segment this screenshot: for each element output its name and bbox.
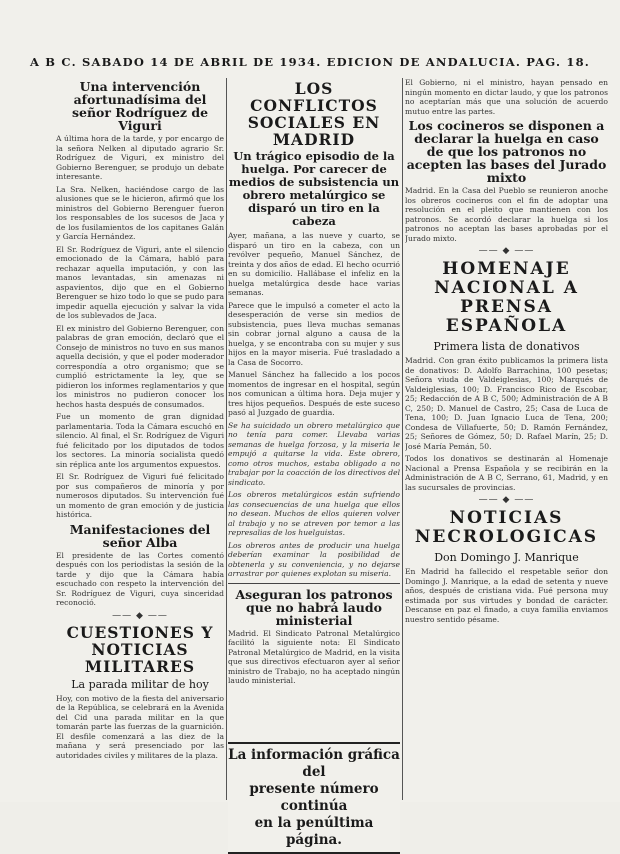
ornament-divider: —— ◆ —— (478, 495, 535, 505)
subheadline-donativos: Primera lista de donativos (433, 340, 580, 353)
headline-alba: Manifestaciones del señor Alba (69, 521, 211, 550)
article-paragraph: Se ha suicidado un obrero metalúrgico que no tenía para comer. Llevaba varias semanas de huelga forzosa, y la miseria le empujó a quitarse la vida. Este obrero, como otros muchos, estaba obligado a no trabajar por la coacción de los directivos del sindicato. (228, 420, 400, 487)
article-paragraph: Manuel Sánchez ha fallecido a los pocos momentos de ingresar en el hospital, según nos comunican a última hora. Deja mujer y tres hijos pequeños. Después de este suceso pasó al Juzgado de guardia. (228, 370, 400, 417)
article-paragraph: Todos los donativos se destinarán al Homenaje Nacional a Prensa Española y se recibirán en la Administración de A B C, Serrano, 61, Madrid, y en las sucursales de provincias. (405, 454, 608, 492)
page-header: A B C. SABADO 14 DE ABRIL DE 1934. EDICION DE ANDALUCIA. PAG. 18. (29, 55, 590, 69)
article-paragraph: Ayer, mañana, a las nueve y cuarto, se disparó un tiro en la cabeza, con un revólver pequeño, Manuel Sánchez, de treinta y dos años de edad. El hecho ocurrió en su domicilio. Hallábase el infeliz en la huelga metalúrgica desde hace varias semanas. (228, 231, 400, 297)
column-right (405, 78, 608, 800)
headline-necrologicas: NOTICIAS NECROLOGICAS (414, 508, 599, 547)
column-rule (402, 78, 403, 800)
article-paragraph: Madrid. Con gran éxito publicamos la primera lista de donativos: D. Adolfo Barrachina, 100 pesetas; Señora viuda de Valdeiglesias, 100; Marqués de Valdeiglesias, 100; D. Francisco Rico de Escobar, 25; Redacción de A B C, 500; Administración de A B C, 250; D. Manuel de Castro, 25; Casa de Luca de Tena, 100; D. Juan Ignacio Luca de Tena, 200; Condesa de Villafuerte, 50; D. Ramón Fernández, 25; Señores de Gómez, 50; D. Rafael Marín, 25; D. José María Pemán, 50. (405, 356, 608, 451)
subheadline-manrique: Don Domingo J. Manrique (434, 551, 579, 564)
article-paragraph: A última hora de la tarde, y por encargo de la señora Nelken al diputado agrario Sr. Rodríguez de Viguri, ex ministro del Gobierno Berenguer, se produjo un debate interesante. (56, 134, 224, 181)
article-paragraph: Los obreros metalúrgicos están sufriendo las consecuencias de una huelga que ellos no desean. Muchos de ellos quieren volver al trabajo y no se atreven por temor a las represalias de los huelguistas. (228, 490, 400, 537)
subheadline-tragic: Un trágico episodio de la huelga. Por carecer de medios de subsistencia un obrero metalúrgico se disparó un tiro en la cabeza (228, 149, 400, 228)
headline-military: CUESTIONES Y NOTICIAS MILITARES (66, 622, 214, 676)
article-paragraph: En Madrid ha fallecido el respetable señor don Domingo J. Manrique, a la edad de setenta y nueve años, después de cristiana vida. Fué persona muy estimada por sus virtudes y bondad de carácter. Descanse en paz el finado, a cuya familia enviamos nuestro sentido pésame. (405, 567, 608, 624)
article-paragraph: Los obreros antes de producir una huelga deberían examinar la posibilidad de obtenerla y su conveniencia, y no dejarse arrastrar por quienes explotan su miseria. (228, 540, 400, 578)
column-left (56, 78, 224, 800)
headline-homenaje: HOMENAJE NACIONAL A PRENSA ESPAÑOLA (434, 259, 579, 336)
subheadline-parade: La parada militar de hoy (71, 677, 209, 691)
article-paragraph: La Sra. Nelken, haciéndose cargo de las alusiones que se le hicieron, afirmó que los ministros del Gobierno Berenguer fueron los responsables de los sucesos de Jaca y de los fusilamientos de los capitanes Galán y García Hernández. (56, 184, 224, 241)
article-paragraph: Madrid. En la Casa del Pueblo se reunieron anoche los obreros cocineros con el fin de adoptar una resolución en el pleito que mantienen con los patronos. Se acordó declarar la huelga si los patronos no aceptan las bases aprobadas por el Jurado mixto. (405, 186, 608, 243)
divider (228, 583, 400, 584)
ornament-divider: —— ◆ —— (112, 610, 168, 621)
headline-patronos: Aseguran los patronos que no habrá laudo ministerial (235, 586, 393, 628)
article-paragraph: El Sr. Rodríguez de Viguri fué felicitado por sus compañeros de minoría y por numerosos diputados. Su intervención fué un momento de gran emoción y de justicia histórica. (56, 472, 224, 519)
article-paragraph: El Gobierno, ni el ministro, hayan pensado en ningún momento en dictar laudo, y que los patronos no aceptarían más que una solución de acuerdo mutuo entre las partes. (405, 78, 608, 116)
notice-line: presente número continúa (249, 781, 379, 814)
article-paragraph: Madrid. El Sindicato Patronal Metalúrgico facilitó la siguiente nota: El Sindicato Patronal Metalúrgico de Madrid, en la visita que sus directivos efectuaron ayer al señor ministro de Trabajo, no ha aceptado ningún laudo ministerial. (228, 628, 400, 685)
graphic-info-notice (228, 742, 400, 854)
column-middle (228, 78, 400, 800)
headline-cocineros: Los cocineros se disponen a declarar la huelga en caso de que los patronos no acepten las bases del Jurado mixto (406, 118, 607, 185)
notice-line: en la penúltima página. (254, 815, 374, 848)
headline-conflicts: LOS CONFLICTOS SOCIALES EN MADRID (247, 79, 381, 149)
article-paragraph: Fue un momento de gran dignidad parlamentaria. Toda la Cámara escuchó en silencio. Al final, el Sr. Rodríguez de Viguri fué felicitado por los diputados de todos los sectores. La minoría socialista quedó sin réplica ante los argumentos expuestos. (56, 412, 224, 469)
article-paragraph: Hoy, con motivo de la fiesta del aniversario de la República, se celebrará en la Avenida del Cid una parada militar en la que tomarán parte las fuerzas de la guarnición. El desfile comenzará a las diez de la mañana y será presenciado por las autoridades civiles y militares de la plaza. (56, 693, 224, 760)
article-paragraph: Parece que le impulsó a cometer el acto la desesperación de verse sin medios de subsistencia, pues lleva muchas semanas sin cobrar jornal alguno a causa de la huelga, y se encontraba con su mujer y sus hijos en la mayor miseria. Fué trasladado a la Casa de Socorro. (228, 300, 400, 367)
notice-line: La información gráfica del (228, 747, 400, 780)
article-paragraph: El ex ministro del Gobierno Berenguer, con palabras de gran emoción, declaró que el Consejo de ministros no tuvo en sus manos aquella decisión, y que el poder moderador correspondía a otro organismo; que se cumplió estrictamente la ley, que se pidieron los informes reglamentarios y que los ministros no pudieron conocer los hechos hasta después de consumados. (56, 323, 224, 409)
headline-viguri: Una intervención afortunadísima del señor Rodríguez de Viguri (71, 79, 209, 133)
ornament-divider: —— ◆ —— (478, 246, 535, 256)
article-paragraph: El Sr. Rodríguez de Viguri, ante el silencio emocionado de la Cámara, habló para rechazar aquella imputación, y con las manos levantadas, sin amenazas ni aspavientos, dijo que en el Gobierno Berenguer se hizo todo lo que se pudo para impedir aquella ejecución y salvar la vida de los sublevados de Jaca. (56, 244, 224, 320)
column-rule (226, 78, 227, 800)
article-paragraph: El presidente de las Cortes comentó después con los periodistas la sesión de la tarde y dijo que la Cámara había escuchado con respeto la intervención del Sr. Rodríguez de Viguri, cuya sinceridad reconoció. (56, 550, 224, 607)
